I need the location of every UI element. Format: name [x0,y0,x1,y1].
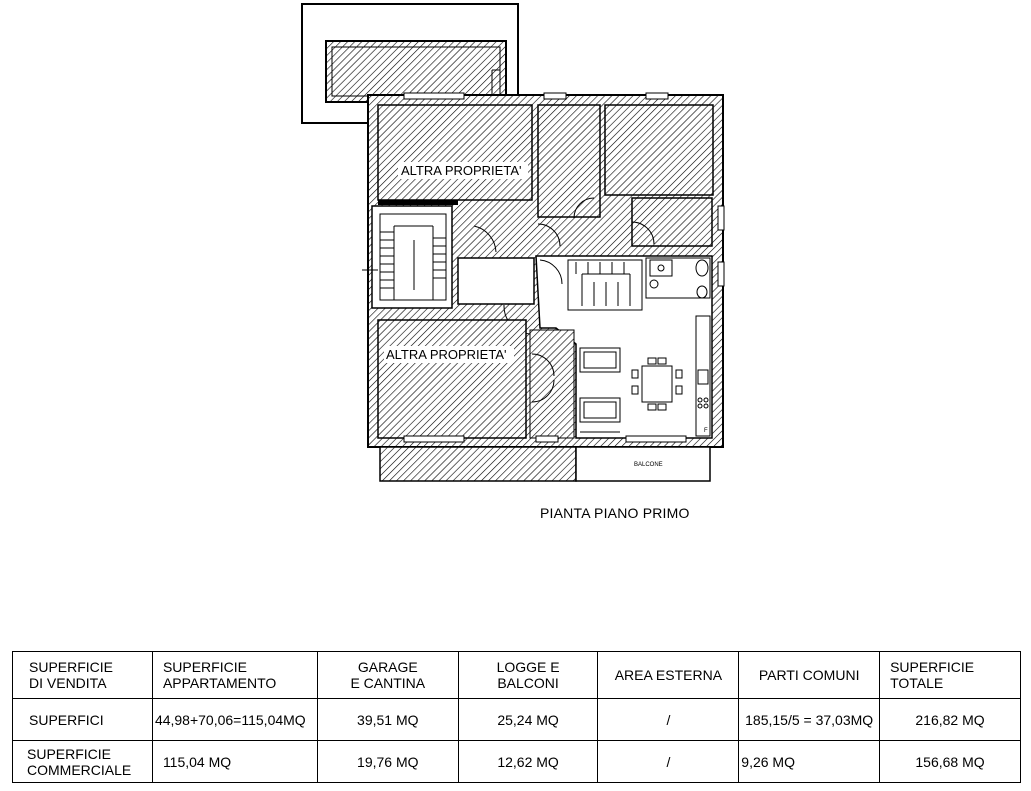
upper-room-label: ALTRA PROPRIETA' [401,163,522,178]
lower-room-label: ALTRA PROPRIETA' [386,347,507,362]
table-cell: 25,24 MQ [458,699,598,741]
balcony-strip [380,447,710,481]
header-cell: GARAGE E CANTINA [317,652,458,699]
table-cell: / [598,699,739,741]
header-cell: SUPERFICIE TOTALE [880,652,1021,699]
plan-title: PIANTA PIANO PRIMO [540,505,690,521]
table-cell: SUPERFICIE COMMERCIALE [13,741,153,783]
header-cell: SUPERFICIE DI VENDITA [13,652,153,699]
header-cell: AREA ESTERNA [598,652,739,699]
table-cell: 185,15/5 = 37,03MQ [739,699,880,741]
main-building [362,93,724,447]
table-cell: 39,51 MQ [317,699,458,741]
surface-table [12,651,1021,783]
balcony-label: BALCONE [634,462,663,468]
table-cell: 9,26 MQ [739,741,880,783]
table-cell: 216,82 MQ [880,699,1021,741]
header-cell: LOGGE E BALCONI [458,652,598,699]
table-cell: SUPERFICI [13,699,153,741]
table-cell: / [598,741,739,783]
table-row [13,741,1021,783]
table-cell: 115,04 MQ [152,741,317,783]
header-cell: SUPERFICIE APPARTAMENTO [152,652,317,699]
table-header-row [13,652,1021,699]
fridge-label: F [704,428,708,434]
table-cell: 156,68 MQ [880,741,1021,783]
table-row [13,699,1021,741]
table-cell: 44,98+70,06=115,04MQ [152,699,317,741]
table-cell: 19,76 MQ [317,741,458,783]
header-cell: PARTI COMUNI [739,652,880,699]
table-cell: 12,62 MQ [458,741,598,783]
